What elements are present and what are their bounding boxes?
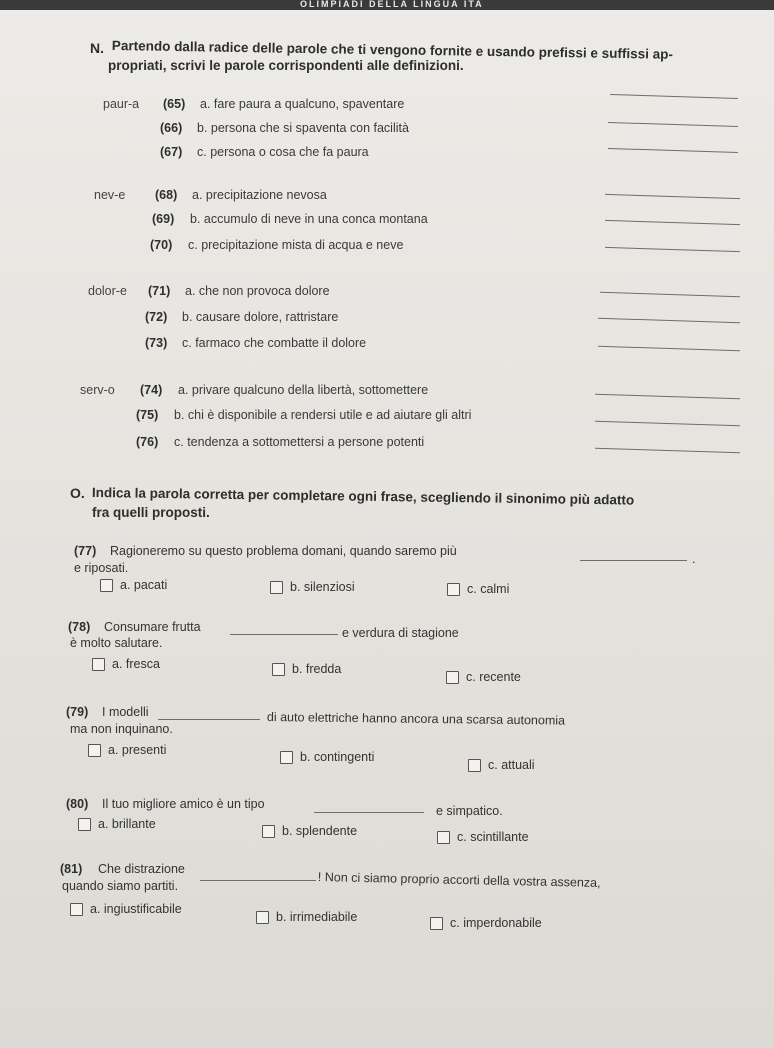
option-label: a. pacati <box>120 578 168 592</box>
answer-blank-81[interactable] <box>200 880 316 881</box>
answer-line-70[interactable] <box>605 247 740 252</box>
option-c[interactable] <box>446 670 521 684</box>
option-label: a. ingiustificabile <box>90 902 182 916</box>
question-text-after-blank: e verdura di stagione <box>342 626 459 640</box>
answer-line-65[interactable] <box>610 94 738 99</box>
question-number: (80) <box>66 797 89 811</box>
option-b[interactable] <box>262 824 357 838</box>
item-number: (76) <box>136 435 159 449</box>
checkbox[interactable] <box>100 579 113 592</box>
root-word-paura: paur-a <box>103 97 140 111</box>
option-b[interactable] <box>272 662 341 676</box>
section-o-instruction-line1: Indica la parola corretta per completare ogni frase, scegliendo il sinonimo più adatto <box>91 485 635 508</box>
checkbox[interactable] <box>446 671 459 684</box>
question-text: Il tuo migliore amico è un tipo <box>102 797 265 811</box>
answer-line-72[interactable] <box>598 318 740 323</box>
item-number: (73) <box>145 336 168 350</box>
option-b[interactable] <box>270 580 355 594</box>
question-number: (78) <box>68 620 91 634</box>
item-definition: a. precipitazione nevosa <box>192 188 327 202</box>
option-label: b. irrimediabile <box>276 910 358 924</box>
item-number: (75) <box>136 408 159 422</box>
answer-line-74[interactable] <box>595 394 740 400</box>
question-text-after-blank: e simpatico. <box>436 804 503 818</box>
question-text: I modelli <box>102 705 149 719</box>
option-label: a. brillante <box>98 817 156 831</box>
header-banner <box>0 0 774 10</box>
option-label: b. silenziosi <box>290 580 355 594</box>
question-number: (81) <box>60 862 83 876</box>
item-definition: c. precipitazione mista di acqua e neve <box>188 238 404 252</box>
option-b[interactable] <box>280 750 374 764</box>
option-c[interactable] <box>437 830 529 844</box>
checkbox[interactable] <box>468 759 481 772</box>
question-text: Che distrazione <box>98 862 185 876</box>
option-b[interactable] <box>256 910 357 924</box>
option-a[interactable] <box>70 902 182 916</box>
question-text-continued: e riposati. <box>74 561 129 575</box>
question-text-after-blank: ! Non ci siamo proprio accorti della vostra assenza, <box>317 870 601 890</box>
option-label: a. presenti <box>108 743 167 757</box>
question-text: Ragioneremo su questo problema domani, quando saremo più <box>110 544 457 558</box>
item-definition: b. causare dolore, rattristare <box>182 310 339 324</box>
item-number: (65) <box>163 97 186 111</box>
root-word-dolore: dolor-e <box>88 284 127 298</box>
answer-line-76[interactable] <box>595 448 740 454</box>
checkbox[interactable] <box>447 583 460 596</box>
item-definition: a. privare qualcuno della libertà, sottomettere <box>178 383 429 397</box>
section-n-instruction-line2: propriati, scrivi le parole corrispondenti alle definizioni. <box>108 58 464 73</box>
item-number: (70) <box>150 238 173 252</box>
item-number: (66) <box>160 121 183 135</box>
option-label: b. splendente <box>282 824 358 838</box>
question-end-punctuation: . <box>692 552 696 566</box>
answer-blank-77[interactable] <box>580 560 687 561</box>
question-number: (77) <box>74 544 97 558</box>
option-a[interactable] <box>88 743 166 757</box>
checkbox[interactable] <box>270 581 283 594</box>
question-number: (79) <box>66 705 89 719</box>
answer-line-71[interactable] <box>600 292 740 297</box>
option-label: b. fredda <box>292 662 342 676</box>
answer-line-66[interactable] <box>608 122 738 127</box>
checkbox[interactable] <box>256 911 269 924</box>
item-definition: a. fare paura a qualcuno, spaventare <box>200 97 405 111</box>
section-n-instruction-line1: Partendo dalla radice delle parole che ti vengono fornite e usando prefissi e suffissi ap- <box>111 38 674 62</box>
item-number: (69) <box>152 212 175 226</box>
root-word-servo: serv-o <box>80 383 115 397</box>
checkbox[interactable] <box>437 831 450 844</box>
item-definition: b. accumulo di neve in una conca montana <box>190 212 428 226</box>
answer-line-73[interactable] <box>598 346 740 351</box>
section-n-letter: N. <box>90 40 104 56</box>
checkbox[interactable] <box>280 751 293 764</box>
option-label: c. recente <box>466 670 521 684</box>
item-number: (72) <box>145 310 168 324</box>
option-label: c. attuali <box>488 758 535 772</box>
checkbox[interactable] <box>272 663 285 676</box>
answer-line-69[interactable] <box>605 220 740 225</box>
option-c[interactable] <box>430 916 542 930</box>
question-text-continued: quando siamo partiti. <box>62 879 179 893</box>
section-o-instruction-line2: fra quelli proposti. <box>92 505 210 520</box>
header-banner-text: OLIMPIADI DELLA LINGUA ITA <box>300 0 484 9</box>
item-number: (74) <box>140 383 163 397</box>
question-text-continued: ma non inquinano. <box>70 722 173 736</box>
option-a[interactable] <box>100 578 167 592</box>
option-a[interactable] <box>78 817 156 831</box>
answer-blank-80[interactable] <box>314 812 424 813</box>
root-word-neve: nev-e <box>94 188 126 202</box>
item-number: (67) <box>160 145 183 159</box>
checkbox[interactable] <box>430 917 443 930</box>
item-definition: a. che non provoca dolore <box>185 284 330 298</box>
item-definition: b. persona che si spaventa con facilità <box>197 121 409 135</box>
option-a[interactable] <box>92 657 160 671</box>
answer-line-68[interactable] <box>605 194 740 199</box>
item-definition: c. farmaco che combatte il dolore <box>182 336 367 350</box>
option-label: c. calmi <box>467 582 510 596</box>
option-c[interactable] <box>468 758 535 772</box>
item-number: (68) <box>155 188 178 202</box>
question-text: Consumare frutta <box>104 620 201 634</box>
item-number: (71) <box>148 284 171 298</box>
item-definition: c. persona o cosa che fa paura <box>197 145 369 159</box>
answer-line-67[interactable] <box>608 148 738 153</box>
question-text-continued: è molto salutare. <box>70 636 163 650</box>
item-definition: b. chi è disponibile a rendersi utile e ad aiutare gli altri <box>174 408 472 422</box>
answer-blank-78[interactable] <box>230 634 338 635</box>
answer-line-75[interactable] <box>595 421 740 427</box>
checkbox[interactable] <box>262 825 275 838</box>
question-text-after-blank: di auto elettriche hanno ancora una scarsa autonomia <box>266 710 566 728</box>
checkbox[interactable] <box>92 658 105 671</box>
option-label: c. imperdonabile <box>450 916 542 930</box>
item-definition: c. tendenza a sottomettersi a persone potenti <box>174 435 425 449</box>
option-label: b. contingenti <box>300 750 375 764</box>
option-label: a. fresca <box>112 657 160 671</box>
answer-blank-79[interactable] <box>158 719 260 720</box>
checkbox[interactable] <box>88 744 101 757</box>
section-o-letter: O. <box>70 485 85 501</box>
checkbox[interactable] <box>70 903 83 916</box>
option-label: c. scintillante <box>457 830 529 844</box>
checkbox[interactable] <box>78 818 91 831</box>
option-c[interactable] <box>447 582 509 596</box>
